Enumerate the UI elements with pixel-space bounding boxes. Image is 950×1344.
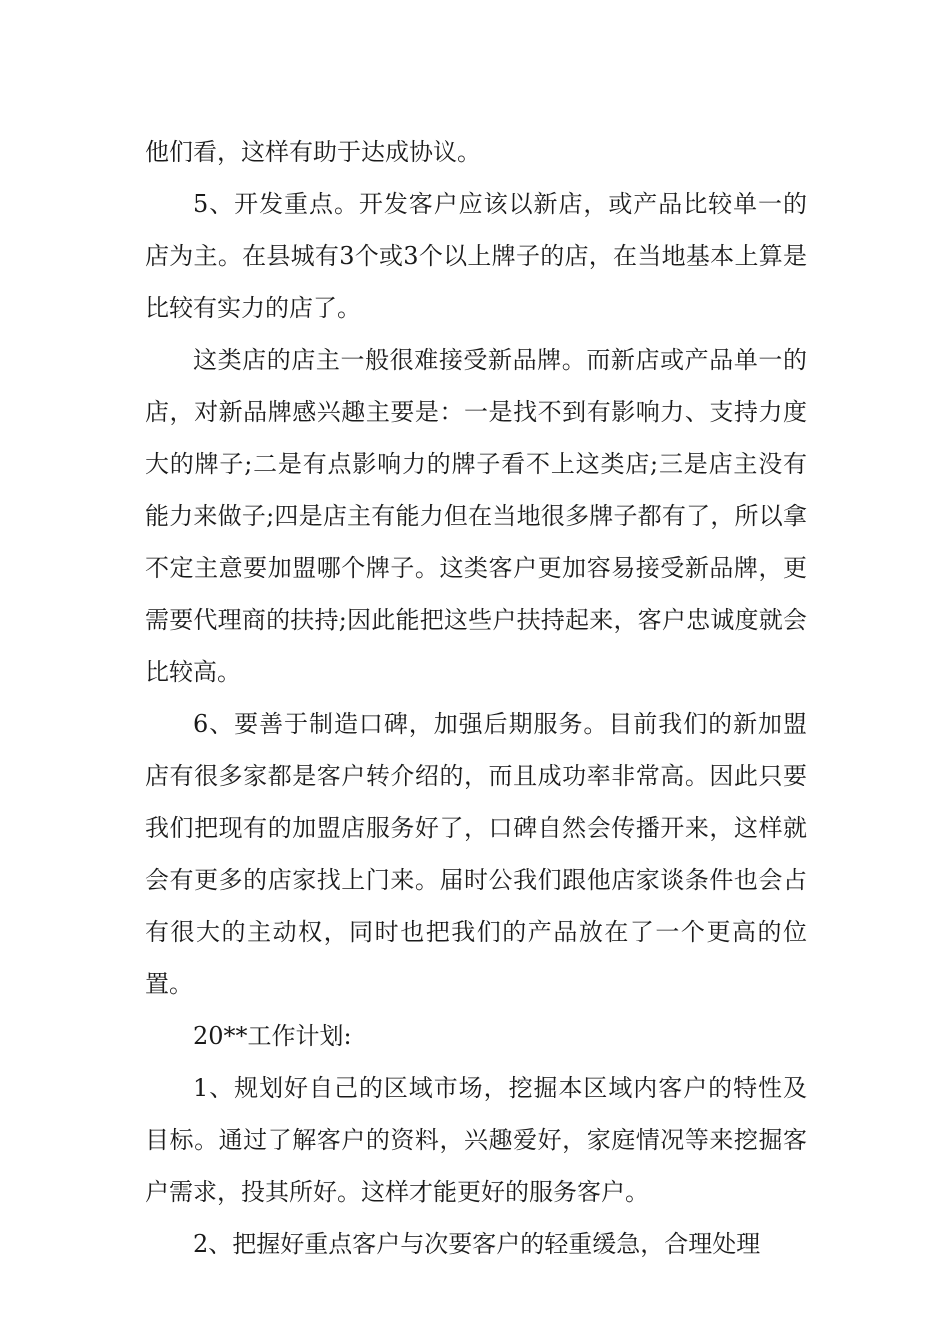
paragraph-2: 5、开发重点。开发客户应该以新店，或产品比较单一的店为主。在县城有3个或3个以上牌子的店，在当地基本上算是比较有实力的店了。 bbox=[145, 190, 807, 322]
paragraph-5: 1、规划好自己的区域市场，挖掘本区域内客户的特性及目标。通过了解客户的资料，兴趣爱好，家庭情况等来挖掘客户需求，投其所好。这样才能更好的服务客户。 bbox=[145, 1074, 807, 1206]
paragraph-6: 2、把握好重点客户与次要客户的轻重缓急，合理处理 bbox=[193, 1230, 761, 1258]
paragraph-4: 6、要善于制造口碑，加强后期服务。目前我们的新加盟店有很多家都是客户转介绍的，而且成功率非常高。因此只要我们把现有的加盟店服务好了，口碑自然会传播开来，这样就会有更多的店家找上门来。届时公我们跟他店家谈条件也会占有很大的主动权，同时也把我们的产品放在了一个更高的位置。 bbox=[145, 710, 807, 998]
paragraph-1: 他们看，这样有助于达成协议。 bbox=[145, 138, 481, 166]
paragraph-3: 这类店的店主一般很难接受新品牌。而新店或产品单一的店，对新品牌感兴趣主要是：一是找不到有影响力、支持力度大的牌子;二是有点影响力的牌子看不上这类店;三是店主没有能力来做子;四是店主有能力但在当地很多牌子都有了，所以拿不定主意要加盟哪个牌子。这类客户更加容易接受新品牌，更需要代理商的扶持;因此能把这些户扶持起来，客户忠诚度就会比较高。 bbox=[145, 346, 807, 686]
document-body bbox=[145, 126, 807, 1270]
plan-heading: 20**工作计划: bbox=[193, 1022, 352, 1050]
